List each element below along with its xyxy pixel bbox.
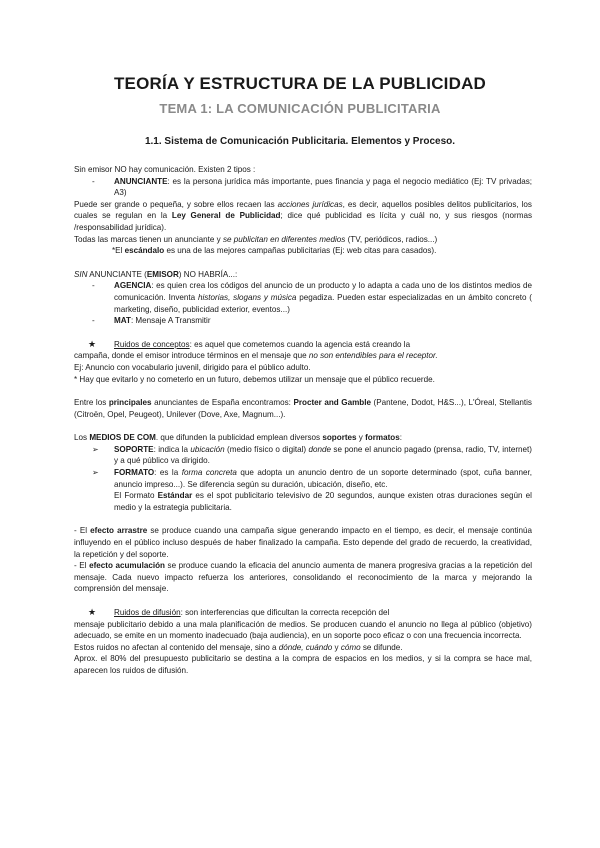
list-item-mat: - MAT: Mensaje A Transmitir [92, 316, 211, 326]
budget-paragraph: Aprox. el 80% del presupuesto publicitario se destina a la compra de espacios en los medios, y si la compra se hace mal, aparecen los ruidos de difusión. [74, 654, 532, 675]
term-anunciante: ANUNCIANTE [114, 176, 168, 186]
dash-marker: - [92, 281, 95, 291]
no-advertiser-intro: SIN ANUNCIANTE (EMISOR) NO HABRÍA...: [74, 269, 238, 279]
concept-noise-heading: ★ Ruidos de conceptos: es aquel que cometemos cuando la agencia está creando la [88, 338, 411, 349]
main-advertisers-paragraph: Entre los principales anunciantes de España encontramos: Procter and Gamble (Pantene, Dodot, H&S...), L'Óreal, Stellantis (Citroën, Opel, Peugeot), Unilever (Dove, Axe, Magnum...). [74, 398, 532, 419]
diffusion-noise-text: mensaje publicitario debido a una mala planificación de medios. Se producen cuando el anuncio no llega al público (objetivo) adecuado, se emite en un momento inadecuado (baja audiencia), en un soporte poco eficaz o con una frecuencia incorrecta. [74, 619, 532, 641]
dash-marker: - [92, 176, 95, 186]
list-item-soporte: ➢ SOPORTE: indica la ubicación (medio físico o digital) donde se pone el anuncio pagado (prensa, radio, TV, internet) y a qué público va dirigido. [92, 444, 532, 466]
brands-line: Todas las marcas tienen un anunciante y se publicitan en diferentes medios (TV, periódicos, radios...) [74, 234, 438, 244]
media-intro: Los MEDIOS DE COM. que difunden la publicidad emplean diversos soportes y formatos: [74, 433, 402, 443]
concept-noise-example: Ej: Anuncio con vocabulario juvenil, dirigido para el público adulto. [74, 362, 311, 372]
concept-noise-note: * Hay que evitarlo y no cometerlo en un futuro, debemos utilizar un mensaje que el público recuerde. [74, 374, 435, 384]
star-bullet-icon: ★ [88, 607, 97, 617]
concept-noise-text: campaña, donde el emisor introduce términos en el mensaje que no son entendibles para el receptor. [74, 351, 438, 361]
document-title: TEORÍA Y ESTRUCTURA DE LA PUBLICIDAD [113, 74, 487, 93]
scandal-note: *El escándalo es una de las mejores campañas publicitarias (Ej: web citas para casados). [112, 246, 437, 256]
list-item-agencia: - AGENCIA: es quien crea los códigos del anuncio de un producto y lo adapta a cada uno de los distintos medios de comunicación. Inventa historias, slogans y música pegadiza. Pueden estar especializadas en un ámbito concreto ( marketing, diseño, publicidad exterior, eventos...) [92, 281, 532, 314]
dash-marker: - [92, 316, 95, 326]
diffusion-noise-heading: ★ Ruidos de difusión: son interferencias que dificultan la correcta recepción del [88, 607, 390, 617]
list-item-anunciante: - ANUNCIANTE: es la persona jurídica más importante, pues financia y paga el negocio mediático (Ej: TV privadas; A3) [92, 176, 532, 198]
emitter-intro: Sin emisor NO hay comunicación. Existen 2 tipos : [74, 165, 256, 174]
legal-paragraph: Puede ser grande o pequeña, y sobre ellos recaen las acciones jurídicas, es decir, aquellos posibles delitos publicitarios, los cuales se regulan en la Ley General de Publicidad; dice qué publicidad es lícita y cuál no, y sus riesgos (normas /responsabilidad jurídica). [74, 199, 532, 232]
list-item-formato: ➢ FORMATO: es la forma concreta que adopta un anuncio dentro de un soporte determinado (spot, cuña banner, anuncio impreso...). Se diferencia según su duración, ubicación, diseño, etc. [92, 468, 533, 489]
document-body [74, 164, 532, 677]
section-heading: 1.1. Sistema de Comunicación Publicitaria. Elementos y Proceso. [144, 136, 456, 147]
star-bullet-icon: ★ [88, 338, 97, 349]
drag-effect-paragraph: - El efecto arrastre se produce cuando una campaña sigue generando impacto en el tiempo, es decir, el mensaje continúa influyendo en el público incluso después de haber finalizado la campaña. Esto depende del grado de recuerdo, la creatividad, la repetición y del soporte. [74, 526, 532, 559]
accumulation-effect-paragraph: - El efecto acumulación se produce cuando la eficacia del anuncio aumenta de manera progresiva gracias a la repetición del mensaje. Cada nuevo impacto refuerza los anteriores, consolidando el reconocimiento de la marca y mejorando la comprensión del mensaje. [74, 561, 533, 594]
topic-subtitle: TEMA 1: LA COMUNICACIÓN PUBLICITARIA [159, 101, 441, 116]
standard-format-text: El Formato Estándar es el spot publicitario televisivo de 20 segundos, aunque existen otras duraciones según el medio y la estrategia publicitaria. [114, 491, 532, 512]
arrow-bullet-icon: ➢ [92, 468, 99, 478]
arrow-bullet-icon: ➢ [92, 444, 99, 454]
diffusion-noise-scope: Estos ruidos no afectan al contenido del mensaje, sino a dónde, cuándo y cómo se difunde. [74, 642, 403, 652]
